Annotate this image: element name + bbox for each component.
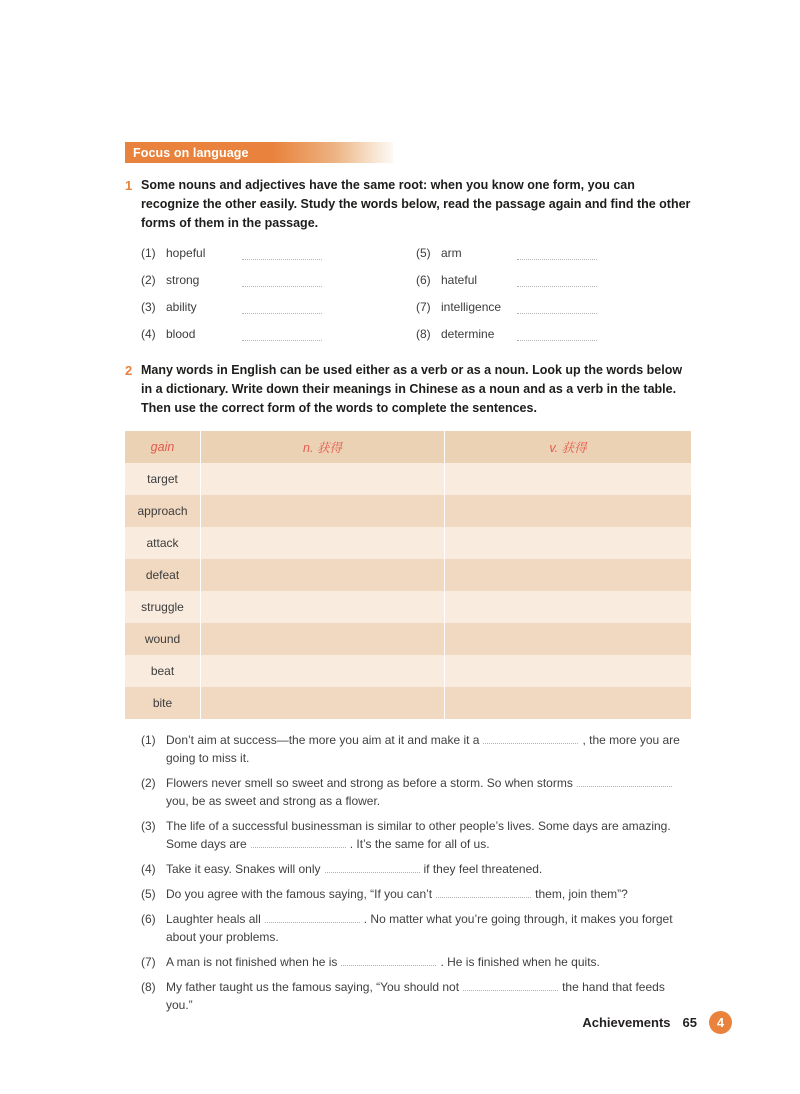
sentence-number: (3) (141, 818, 156, 833)
sentence-pre: My father taught us the famous saying, “You should not (166, 979, 460, 994)
word-number: (2) (141, 273, 156, 288)
answer-blank (577, 776, 672, 786)
sentence-text (166, 860, 691, 878)
table-row (125, 559, 691, 591)
answer-blank (517, 246, 597, 260)
sentence-number: (8) (141, 979, 156, 994)
answer-blank (325, 862, 420, 872)
sentence-item (141, 731, 691, 767)
sentence-post: the hand that feeds you.” (166, 979, 665, 1012)
table-word-cell: wound (125, 623, 200, 655)
word-item (141, 325, 416, 341)
table-header-word: gain (125, 431, 200, 463)
exercise-2-number: 2 (125, 363, 133, 379)
table-noun-cell (201, 623, 444, 655)
exercise-2-instructions: Many words in English can be used either as a verb or as a noun. Look up the words below in a dictionary. Write down their meanings in Chinese as a noun and as a verb in the table. Then use the correct form of the words to complete the sentences. (141, 363, 683, 415)
sentence-item (141, 860, 691, 878)
answer-blank (251, 837, 346, 847)
word-list (141, 244, 691, 352)
sentence-text (166, 817, 691, 853)
exercise-1-head (125, 176, 691, 232)
word-label: strong (166, 273, 200, 288)
table-row (125, 527, 691, 559)
word-number: (8) (416, 327, 431, 342)
answer-blank (265, 912, 360, 922)
answer-blank (517, 300, 597, 314)
sentence-item (141, 817, 691, 853)
sentence-number: (1) (141, 732, 156, 747)
table-verb-cell (445, 527, 691, 559)
word-label: blood (166, 327, 196, 342)
sentence-post: you, be as sweet and strong as a flower. (166, 793, 381, 808)
table-row (125, 463, 691, 495)
table-word-cell: struggle (125, 591, 200, 623)
sentence-pre: The life of a successful businessman is similar to other people’s lives. Some days are amazing. Some days are (166, 818, 671, 851)
word-list-right (416, 244, 691, 352)
page-content (125, 142, 691, 1021)
sentence-post: them, join them”? (535, 886, 628, 901)
sentence-text (166, 885, 691, 903)
sentence-post: , the more you are going to miss it. (166, 732, 680, 765)
sentence-number: (5) (141, 886, 156, 901)
exercise-1-instructions: Some nouns and adjectives have the same root: when you know one form, you can recognize the other easily. Study the words below, read the passage again and find the other forms of them in the passage. (141, 178, 691, 230)
table-verb-cell (445, 591, 691, 623)
answer-blank (483, 733, 578, 743)
word-number: (4) (141, 327, 156, 342)
sentence-item (141, 885, 691, 903)
answer-blank (517, 273, 597, 287)
exercise-2-head (125, 361, 691, 417)
word-number: (3) (141, 300, 156, 315)
page-footer (125, 1011, 732, 1034)
table-noun-cell (201, 495, 444, 527)
word-number: (7) (416, 300, 431, 315)
footer-section-label: Achievements (582, 1015, 671, 1030)
word-list-left (141, 244, 416, 352)
sentence-number: (4) (141, 861, 156, 876)
sentence-text (166, 774, 691, 810)
table-verb-cell (445, 495, 691, 527)
word-label: hateful (441, 273, 478, 288)
table-word-cell: target (125, 463, 200, 495)
page-number: 65 (682, 1015, 697, 1030)
sentence-item (141, 978, 691, 1014)
sentence-number: (2) (141, 775, 156, 790)
table-noun-cell (201, 527, 444, 559)
word-item (141, 298, 416, 314)
sentence-pre: Laughter heals all (166, 911, 261, 926)
table-row (125, 591, 691, 623)
vocabulary-table (125, 431, 691, 719)
exercise-2 (125, 361, 691, 1013)
answer-blank (463, 980, 558, 990)
word-label: hopeful (166, 246, 206, 261)
answer-blank (242, 273, 322, 287)
table-verb-cell (445, 623, 691, 655)
sentence-post: . It’s the same for all of us. (349, 836, 490, 851)
sentence-pre: A man is not finished when he is (166, 954, 338, 969)
table-word-cell: approach (125, 495, 200, 527)
sentence-number: (7) (141, 954, 156, 969)
table-word-cell: defeat (125, 559, 200, 591)
sentence-post: . He is finished when he quits. (440, 954, 600, 969)
word-label: ability (166, 300, 197, 315)
table-row (125, 687, 691, 719)
table-verb-cell (445, 655, 691, 687)
table-word-cell: bite (125, 687, 200, 719)
word-item (416, 271, 691, 287)
answer-blank (242, 327, 322, 341)
table-noun-cell (201, 463, 444, 495)
word-item (141, 271, 416, 287)
word-label: arm (441, 246, 462, 261)
table-verb-cell (445, 687, 691, 719)
sentence-item (141, 774, 691, 810)
table-noun-cell (201, 591, 444, 623)
sentence-text (166, 910, 691, 946)
word-number: (5) (416, 246, 431, 261)
word-label: intelligence (441, 300, 502, 315)
sentence-pre: Do you agree with the famous saying, “If you can’t (166, 886, 433, 901)
word-item (416, 298, 691, 314)
focus-header-title: Focus on language (133, 145, 249, 160)
sentence-pre: Flowers never smell so sweet and strong as before a storm. So when storms (166, 775, 573, 790)
sentence-text (166, 978, 691, 1014)
sentence-text (166, 731, 691, 767)
table-header-noun: n. 获得 (201, 431, 444, 463)
table-row (125, 623, 691, 655)
sentence-item (141, 910, 691, 946)
table-row (125, 495, 691, 527)
focus-header-bar (125, 142, 393, 163)
table-word-cell: beat (125, 655, 200, 687)
sentence-number: (6) (141, 911, 156, 926)
table-header-row (125, 431, 691, 463)
sentence-post: if they feel threatened. (423, 861, 543, 876)
answer-blank (341, 955, 436, 965)
sentence-pre: Take it easy. Snakes will only (166, 861, 321, 876)
table-noun-cell (201, 687, 444, 719)
table-verb-cell (445, 559, 691, 591)
exercise-1-number: 1 (125, 178, 133, 193)
word-item (141, 244, 416, 260)
word-item (416, 325, 691, 341)
sentence-item (141, 953, 691, 971)
word-number: (6) (416, 273, 431, 288)
sentence-pre: Don’t aim at success—the more you aim at it and make it a (166, 732, 480, 747)
answer-blank (436, 887, 531, 897)
table-word-cell: attack (125, 527, 200, 559)
unit-number-badge: 4 (709, 1011, 732, 1034)
sentence-post: . No matter what you’re going through, it makes you forget about your problems. (166, 911, 673, 944)
table-header-verb: v. 获得 (445, 431, 691, 463)
word-item (416, 244, 691, 260)
sentence-list (125, 731, 691, 1014)
word-number: (1) (141, 246, 156, 261)
table-noun-cell (201, 655, 444, 687)
answer-blank (517, 327, 597, 341)
answer-blank (242, 246, 322, 260)
table-verb-cell (445, 463, 691, 495)
answer-blank (242, 300, 322, 314)
table-noun-cell (201, 559, 444, 591)
table-row (125, 655, 691, 687)
sentence-text (166, 953, 691, 971)
word-label: determine (441, 327, 495, 342)
